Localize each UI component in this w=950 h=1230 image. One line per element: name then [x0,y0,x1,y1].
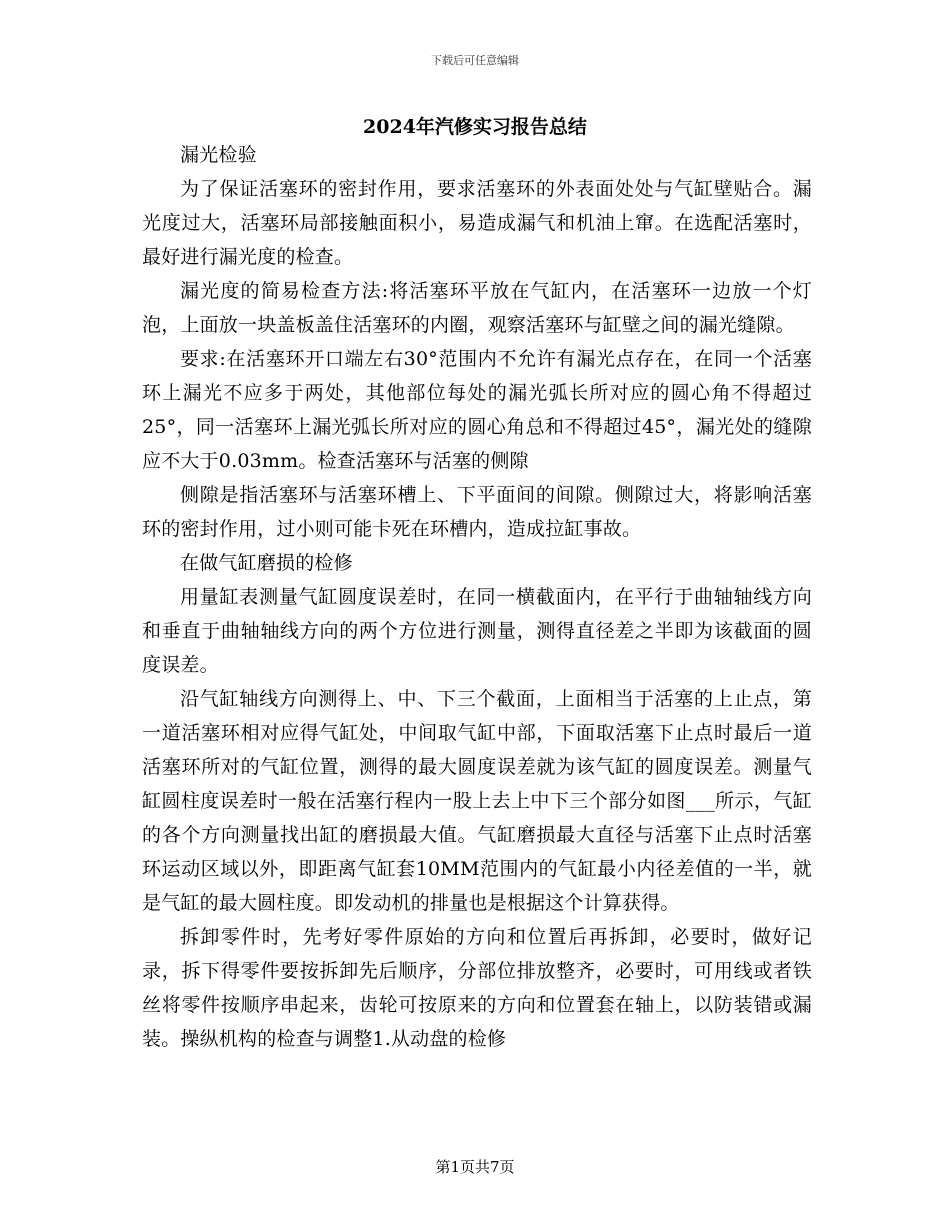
heading-light-leak-inspection: 漏光检验 [180,144,257,166]
header-note: 下载后可任意编辑 [431,54,519,67]
paragraph-requirements: 要求:在活塞环开口端左右30°范围内不允许有漏光点存在，在同一个活塞环上漏光不应多于两处，其他部位每处的漏光弧长所对应的圆心角不得超过25°，同一活塞环上漏光弧长所对应的圆心角总和不得超过45°，漏光处的缝隙应不大于0.03mm。检查活塞环与活塞的侧隙 [142,348,812,472]
heading-cylinder-wear-repair: 在做气缸磨损的检修 [180,552,353,574]
paragraph-side-clearance: 侧隙是指活塞环与活塞环槽上、下平面间的间隙。侧隙过大，将影响活塞环的密封作用，过小则可能卡死在环槽内，造成拉缸事故。 [142,484,812,540]
paragraph-ring-seal-purpose: 为了保证活塞环的密封作用，要求活塞环的外表面处处与气缸壁贴合。漏光度过大，活塞环局部接触面积小，易造成漏气和机油上窜。在选配活塞时，最好进行漏光度的检查。 [142,178,812,268]
page-number: 第1页共7页 [435,1158,515,1176]
paragraph-cylindricity-measurement: 沿气缸轴线方向测得上、中、下三个截面，上面相当于活塞的上止点，第一道活塞环相对应得气缸处，中间取气缸中部，下面取活塞下止点时最后一道活塞环所对的气缸位置，测得的最大圆度误差就为该气缸的圆度误差。测量气缸圆柱度误差时一般在活塞行程内一股上去上中下三个部分如图___所示，气缸的各个方向测量找出缸的磨损最大值。气缸磨损最大直径与活塞下止点时活塞环运动区域以外，即距离气缸套10MM范围内的气缸最小内径差值的一半，就是气缸的最大圆柱度。即发动机的排量也是根据这个计算获得。 [142,688,812,914]
document-body [142,138,812,1056]
paragraph-roundness-measurement: 用量缸表测量气缸圆度误差时，在同一横截面内，在平行于曲轴轴线方向和垂直于曲轴轴线方向的两个方位进行测量，测得直径差之半即为该截面的圆度误差。 [142,586,812,676]
document-title: 2024年汽修实习报告总结 [363,116,587,138]
paragraph-simple-check-method: 漏光度的简易检查方法:将活塞环平放在气缸内，在活塞环一边放一个灯泡，上面放一块盖板盖住活塞环的内圈，观察活塞环与缸壁之间的漏光缝隙。 [142,280,812,336]
paragraph-disassembly-notes: 拆卸零件时，先考好零件原始的方向和位置后再拆卸，必要时，做好记录，拆下得零件要按拆卸先后顺序，分部位排放整齐，必要时，可用线或者铁丝将零件按顺序串起来，齿轮可按原来的方向和位置套在轴上，以防装错或漏装。操纵机构的检查与调整1.从动盘的检修 [142,926,812,1050]
